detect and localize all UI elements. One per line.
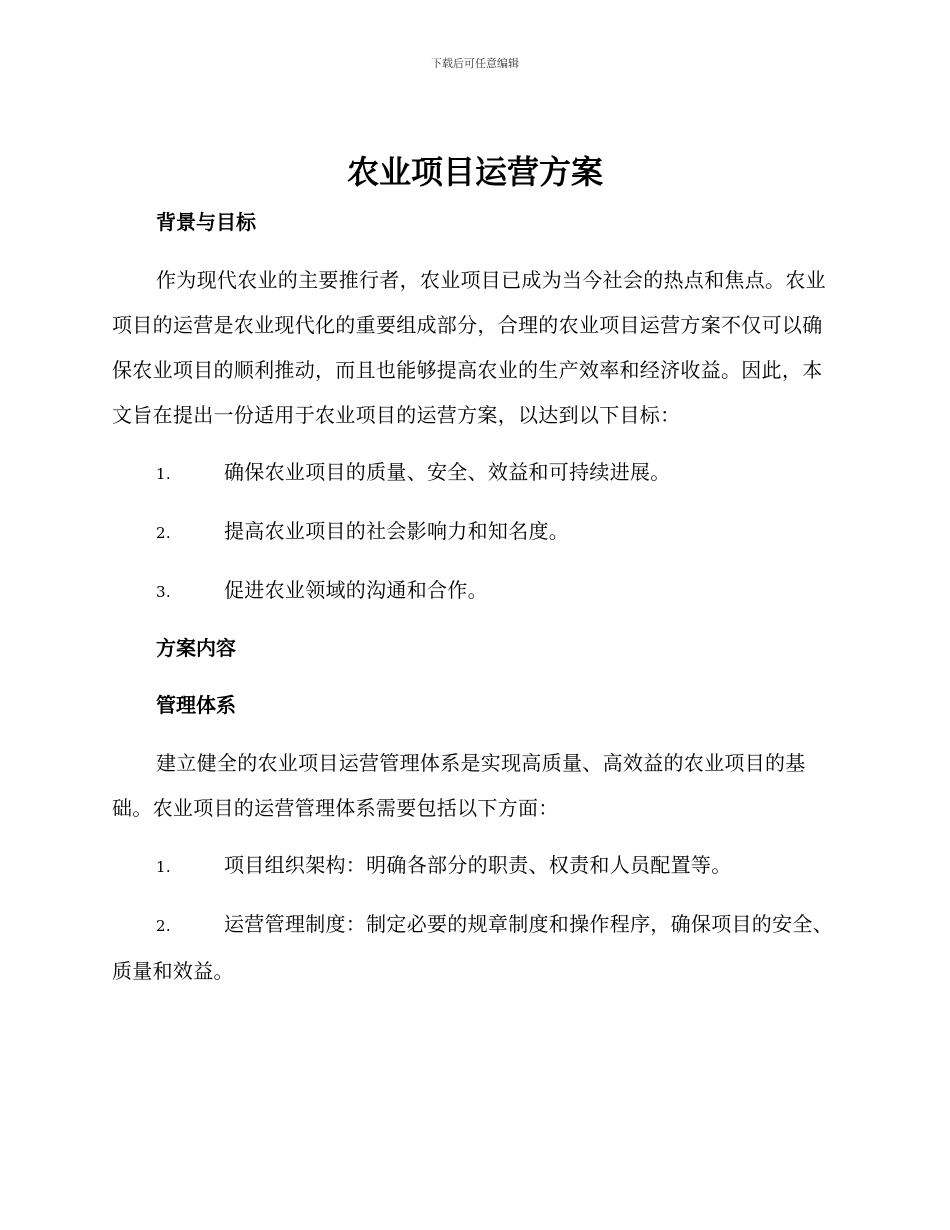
document-body xyxy=(112,201,837,1006)
list-item xyxy=(112,450,837,497)
list-item-text: 项目组织架构：明确各部分的职责、权责和人员配置等。 xyxy=(224,853,732,877)
paragraph-management-intro: 建立健全的农业项目运营管理体系是实现高质量、高效益的农业项目的基础。农业项目的运营管理体系需要包括以下方面： xyxy=(112,751,806,820)
list-number: 2. xyxy=(156,524,171,542)
list-number: 1. xyxy=(156,858,171,876)
document-title: 农业项目运营方案 xyxy=(346,153,603,191)
list-item-text: 促进农业领域的沟通和合作。 xyxy=(224,578,488,602)
list-item-text: 提高农业项目的社会影响力和知名度。 xyxy=(224,519,570,543)
list-item-text: 确保农业项目的质量、安全、效益和可持续进展。 xyxy=(224,460,671,484)
list-item xyxy=(112,843,837,890)
list-number: 2. xyxy=(156,917,171,935)
list-item xyxy=(112,902,837,994)
list-number: 3. xyxy=(156,583,171,601)
list-item xyxy=(112,509,837,556)
list-number: 1. xyxy=(156,465,171,483)
section-heading-plan-content: 方案内容 xyxy=(156,636,236,660)
paragraph-background-intro: 作为现代农业的主要推行者，农业项目已成为当今社会的热点和焦点。农业项目的运营是农业现代化的重要组成部分，合理的农业项目运营方案不仅可以确保农业项目的顺利推动，而且也能够提高农业的生产效率和经济收益。因此，本文旨在提出一份适用于农业项目的运营方案，以达到以下目标： xyxy=(112,268,826,427)
list-item xyxy=(112,568,837,615)
section-heading-management-system: 管理体系 xyxy=(156,693,236,717)
page-header-note: 下载后可任意编辑 xyxy=(431,57,519,70)
section-heading-background: 背景与目标 xyxy=(156,210,256,234)
list-item-text: 运营管理制度：制定必要的规章制度和操作程序，确保项目的安全、质量和效益。 xyxy=(112,912,833,983)
